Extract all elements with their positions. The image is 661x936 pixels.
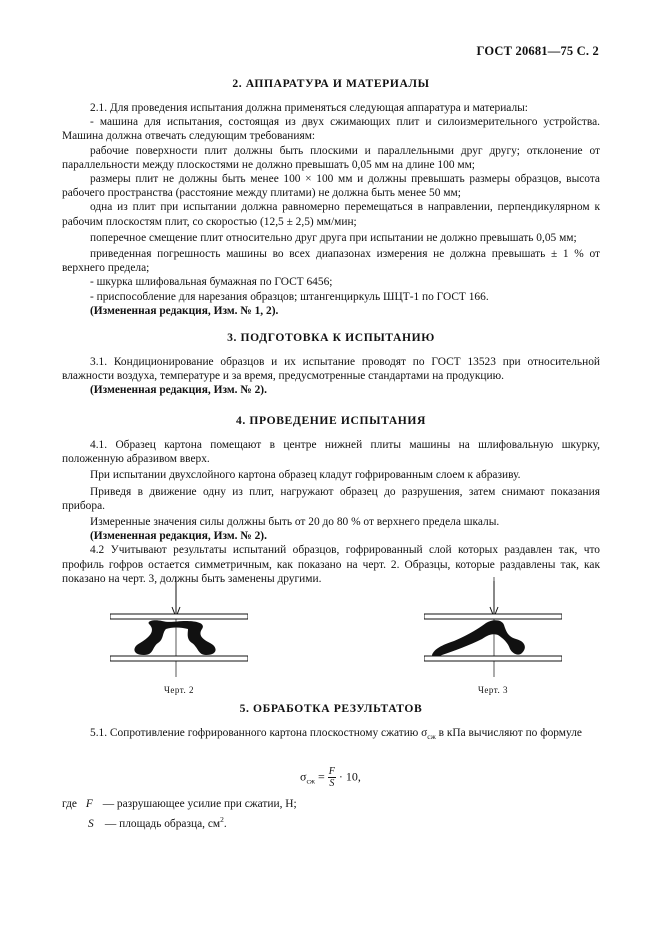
upper-plate [110, 614, 248, 619]
figure-2-drawing [110, 577, 248, 677]
paragraph: рабочие поверхности плит должны быть плоскими и параллельными друг другу; отклонение от параллельности между плоскостями не должно превышать 0,05 мм на длине 100 мм; [62, 144, 600, 171]
definition-text: — разрушающее усилие при сжатии, Н; [102, 798, 297, 810]
definition-tail: . [223, 818, 227, 830]
text-run: в кПа вычисляют по формуле [435, 727, 582, 739]
subscript: сж [427, 732, 436, 741]
superscript: 2 [220, 815, 224, 824]
upper-plate [424, 614, 562, 619]
crushed-corrugation-asymmetric [432, 620, 525, 656]
formula-eq: = [314, 769, 328, 784]
symbol-definitions [62, 797, 600, 829]
paragraph: При испытании двухслойного картона образец кладут гофрированным слоем к абразиву. [90, 469, 521, 482]
crushed-corrugation-symmetric [134, 620, 215, 655]
paragraph: - приспособление для нарезания образцов; штангенциркуль ШЦТ-1 по ГОСТ 166. [90, 290, 489, 303]
section-2-body [62, 101, 600, 318]
amendment-note: (Измененная редакция, Изм. № 2). [90, 384, 267, 397]
section-4 [62, 414, 600, 428]
formula-lhs: σ [300, 769, 307, 784]
definition-symbol: S [88, 818, 94, 830]
figure-3-drawing [424, 577, 562, 677]
paragraph: 2.1. Для проведения испытания должна применяться следующая аппаратура и материалы: [90, 102, 528, 114]
amendment-note: (Измененная редакция, Изм. № 1, 2). [90, 304, 279, 317]
formula-lhs-subscript: сж [306, 776, 315, 786]
paragraph: Приведя в движение одну из плит, нагружают образец до разрушения, затем снимают показания прибора. [62, 485, 600, 512]
where-label: где [62, 798, 77, 810]
paragraph: 4.1. Образец картона помещают в центре нижней плиты машины на шлифовальную шкурку, положенную абразивом вверх. [62, 439, 600, 466]
definition-row [62, 813, 600, 829]
paragraph: - шкурка шлифовальная бумажная по ГОСТ 6456; [90, 276, 333, 289]
section-4-body [62, 438, 600, 586]
section-5-title: 5. ОБРАБОТКА РЕЗУЛЬТАТОВ [239, 702, 423, 715]
paragraph: приведенная погрешность машины во всех диапазонах измерения не должна превышать ± 1 % от верхнего предела; [62, 248, 600, 275]
amendment-note: (Измененная редакция, Изм. № 2). [90, 530, 267, 543]
definition-text: — площадь образца, см [104, 818, 221, 830]
text-run: 5.1. Сопротивление гофрированного картона плоскостному сжатию σ [90, 727, 428, 739]
section-5 [62, 702, 600, 716]
section-5-body [62, 726, 600, 744]
lower-plate [110, 656, 248, 661]
formula-rhs: · 10, [338, 769, 361, 784]
figure-3-caption: Черт. 3 [478, 685, 508, 695]
paragraph [62, 726, 600, 744]
lower-plate [424, 656, 562, 661]
formula-fraction [328, 766, 336, 789]
paragraph: одна из плит при испытании должна равномерно перемещаться в направлении, перпендикулярном к рабочим плоскостям плит, со скоростью (12,5 ± 2,5) мм/мин; [62, 201, 600, 228]
section-2-title: 2. АППАРАТУРА И МАТЕРИАЛЫ [232, 77, 430, 90]
section-3-body [62, 355, 600, 398]
paragraph: 4.2 Учитывают результаты испытаний образцов, гофрированный слой которых раздавлен так, что профиль гофров остается симметричным, как показано на черт. 2. Образцы, которые раздавлены так, как показано на черт. 3, должны быть заменены другими. [62, 544, 600, 585]
paragraph: поперечное смещение плит относительно друг друга при испытании не должно превышать 0,05 мм; [90, 231, 577, 244]
section-3-title: 3. ПОДГОТОВКА К ИСПЫТАНИЮ [227, 331, 435, 344]
figure-2-caption: Черт. 2 [164, 685, 194, 695]
paragraph: - машина для испытания, состоящая из двух сжимающих плит и силоизмерительного устройства. Машина должна отвечать следующим требованиям: [62, 116, 600, 143]
page-header: ГОСТ 20681—75 С. 2 [476, 44, 599, 58]
section-2 [62, 77, 600, 91]
definition-symbol: F [85, 798, 93, 810]
paragraph: 3.1. Кондиционирование образцов и их испытание проводят по ГОСТ 13523 при относительной влажности воздуха, температуре и за время, предусмотренные стандартами на продукцию. [62, 356, 600, 383]
formula [300, 766, 361, 789]
paragraph: Измеренные значения силы должны быть от 20 до 80 % от верхнего предела шкалы. [90, 516, 500, 529]
section-3 [62, 331, 600, 345]
formula-numerator: F [328, 766, 335, 777]
formula-denominator: S [329, 778, 335, 789]
section-4-title: 4. ПРОВЕДЕНИЕ ИСПЫТАНИЯ [235, 414, 426, 427]
definition-row [62, 797, 600, 813]
paragraph: размеры плит не должны быть менее 100 × 100 мм и должны превышать размеры образцов, высота рабочего пространства (расстояние между плитами) не должна быть менее 50 мм; [62, 173, 600, 200]
